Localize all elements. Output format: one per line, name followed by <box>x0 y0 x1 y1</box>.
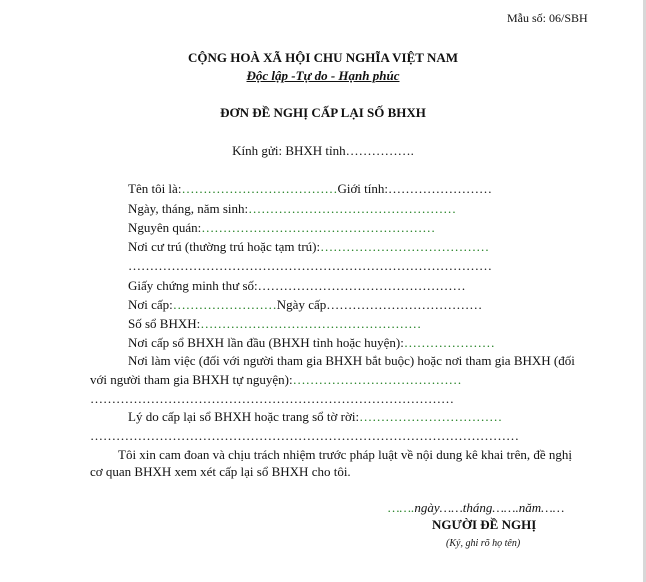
bhxh-number-row <box>128 316 421 332</box>
id-input-dots[interactable]: ………………………………………… <box>257 278 466 293</box>
declaration-line-2: cơ quan BHXH xem xét cấp lại sổ BHXH cho tôi. <box>90 464 351 479</box>
signature-note: (Ký, ghi rõ họ tên) <box>446 538 521 549</box>
issue-row <box>128 297 482 313</box>
id-row <box>128 278 466 294</box>
workplace-row <box>90 372 462 388</box>
bhxh-number-label: Số sổ BHXH: <box>128 316 201 331</box>
reason-label: Lý do cấp lại sổ BHXH hoặc trang sổ tờ rời: <box>128 409 360 424</box>
workplace-continuation[interactable]: ………………………………………………………………………… <box>90 391 454 406</box>
name-label: Tên tôi là: <box>128 181 182 196</box>
workplace-input-dots[interactable]: ………………………………… <box>292 372 462 387</box>
id-label: Giấy chứng minh thư số: <box>128 278 258 293</box>
signature-date-prefix[interactable]: ……. <box>388 500 415 515</box>
first-issue-row <box>128 335 495 351</box>
dob-row <box>128 201 456 217</box>
name-row <box>128 181 492 197</box>
workplace-label-line-1: Nơi làm việc (đối với người tham gia BHXH bắt buộc) hoặc nơi tham gia BHXH (đối <box>128 353 575 368</box>
residence-row <box>128 239 489 255</box>
first-issue-input-dots[interactable]: ………………… <box>403 335 495 350</box>
hometown-row <box>128 220 435 236</box>
issue-place-input-dots[interactable]: …………………… <box>172 297 277 312</box>
reason-input-dots[interactable]: …………………………… <box>359 409 503 424</box>
gender-input-dots[interactable]: …………………… <box>388 181 493 196</box>
residence-continuation[interactable]: ………………………………………………………………………… <box>128 258 492 273</box>
first-issue-label: Nơi cấp sổ BHXH lần đầu (BHXH tỉnh hoặc huyện): <box>128 335 404 350</box>
residence-input-dots[interactable]: ………………………………… <box>320 239 490 254</box>
residence-label: Nơi cư trú (thường trú hoặc tạm trú): <box>128 239 321 254</box>
recipient-line: Kính gửi: BHXH tỉnh……………. <box>232 143 414 158</box>
requester-title: NGƯỜI ĐỀ NGHỊ <box>432 517 537 532</box>
gender-label: Giới tính: <box>337 181 389 196</box>
signature-date <box>388 500 564 516</box>
issue-place-label: Nơi cấp: <box>128 297 173 312</box>
reason-continuation[interactable]: ……………………………………………………………………………………… <box>90 428 519 443</box>
hometown-label: Nguyên quán: <box>128 220 202 235</box>
name-input-dots[interactable]: ……………………………… <box>181 181 338 196</box>
issue-date-label: Ngày cấp <box>276 297 327 312</box>
form-title: ĐƠN ĐỀ NGHỊ CẤP LẠI SỐ BHXH <box>220 105 426 120</box>
form-number: Mẫu số: 06/SBH <box>507 11 588 25</box>
motto <box>0 68 646 84</box>
bhxh-number-input-dots[interactable]: …………………………………………… <box>200 316 422 331</box>
motto-text: Độc lập -Tự do - Hạnh phúc <box>246 68 400 83</box>
issue-date-input-dots[interactable]: ……………………………… <box>326 297 483 312</box>
workplace-label-line-2: với người tham gia BHXH tự nguyện): <box>90 372 293 387</box>
country-header: CỘNG HOÀ XÃ HỘI CHU NGHĨA VIỆT NAM <box>187 50 459 65</box>
reason-row <box>128 409 502 425</box>
declaration-line-1: Tôi xin cam đoan và chịu trách nhiệm trước pháp luật về nội dung kê khai trên, đề nghị <box>118 447 572 462</box>
signature-date-line[interactable]: ngày……tháng…….năm…… <box>414 500 565 515</box>
dob-input-dots[interactable]: ………………………………………… <box>248 201 457 216</box>
dob-label: Ngày, tháng, năm sinh: <box>128 201 249 216</box>
hometown-input-dots[interactable]: ……………………………………………… <box>201 220 436 235</box>
